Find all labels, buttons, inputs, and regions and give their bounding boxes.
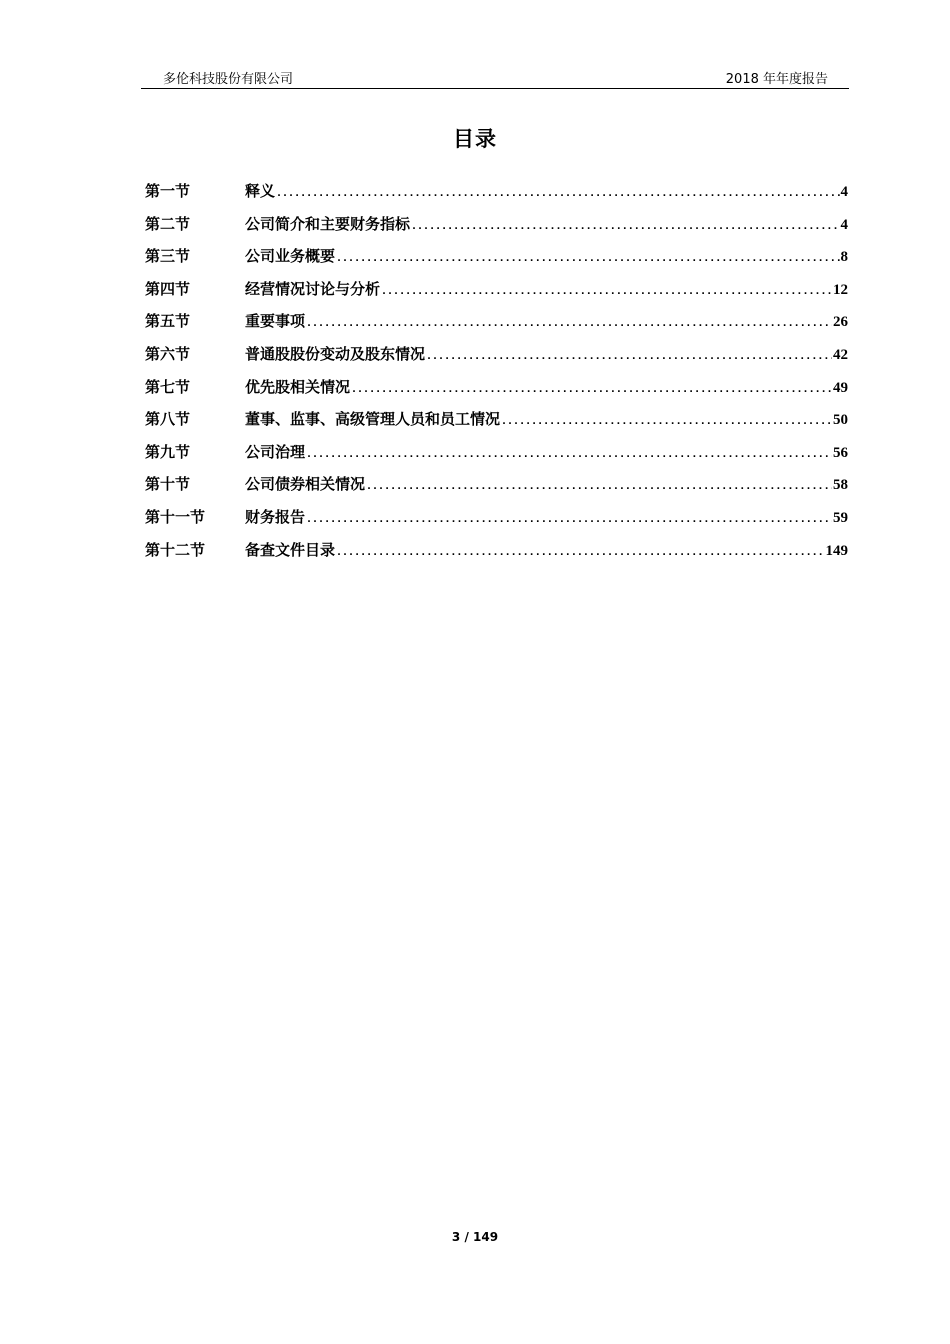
toc-section-title: 重要事项	[245, 312, 306, 331]
toc-section-number: 第八节	[145, 410, 191, 429]
toc-entry[interactable]	[145, 278, 848, 311]
toc-section-number: 第十一节	[145, 507, 206, 526]
toc-section-title: 公司债券相关情况	[245, 475, 366, 494]
toc-section-number: 第二节	[145, 214, 191, 233]
toc-section-number: 第三节	[145, 247, 191, 266]
toc-dot-leader	[351, 384, 832, 395]
toc-page-number: 50	[833, 412, 848, 429]
toc-entry[interactable]	[145, 473, 848, 506]
toc-section-number: 第一节	[145, 182, 191, 200]
toc-page-number: 56	[833, 444, 848, 461]
toc-section-number: 第七节	[145, 377, 191, 396]
toc-section-number: 第五节	[145, 312, 191, 331]
page-number-footer: 3 / 149	[451, 1230, 499, 1244]
toc-dot-leader	[306, 318, 832, 329]
toc-dot-leader	[366, 481, 832, 492]
toc-dot-leader	[306, 514, 832, 525]
table-of-contents	[145, 180, 848, 571]
toc-page-number: 4	[840, 184, 848, 200]
page-title: 目录	[453, 127, 497, 151]
toc-dot-leader	[411, 221, 839, 232]
toc-page-number: 12	[833, 281, 848, 298]
toc-dot-leader	[276, 188, 839, 199]
toc-dot-leader	[336, 253, 839, 264]
toc-section-title: 公司业务概要	[245, 247, 336, 266]
toc-section-number: 第九节	[145, 442, 191, 461]
toc-entry[interactable]	[145, 539, 848, 572]
toc-dot-leader	[501, 416, 832, 427]
toc-page-number: 42	[833, 346, 848, 363]
toc-section-title: 普通股股份变动及股东情况	[245, 344, 426, 363]
toc-entry[interactable]	[145, 376, 848, 409]
toc-section-title: 经营情况讨论与分析	[245, 279, 381, 298]
toc-page-number: 58	[833, 477, 848, 494]
toc-section-number: 第十二节	[145, 540, 206, 559]
toc-section-number: 第十节	[145, 475, 191, 494]
toc-dot-leader	[381, 286, 832, 297]
toc-page-number: 149	[825, 542, 848, 559]
toc-entry[interactable]	[145, 343, 848, 376]
toc-section-title: 财务报告	[245, 507, 306, 526]
toc-section-title: 备查文件目录	[245, 540, 336, 559]
toc-entry[interactable]	[145, 506, 848, 539]
toc-entry[interactable]	[145, 408, 848, 441]
toc-section-number: 第四节	[145, 279, 191, 298]
header-company-name: 多伦科技股份有限公司	[163, 72, 294, 87]
toc-page-number: 8	[840, 249, 848, 266]
toc-page-number: 59	[833, 509, 848, 526]
toc-section-title: 优先股相关情况	[245, 377, 351, 396]
toc-entry[interactable]	[145, 213, 848, 246]
page-header	[141, 66, 849, 89]
toc-entry[interactable]	[145, 180, 848, 213]
header-report-title: 2018 年年度报告	[725, 72, 828, 87]
toc-section-title: 释义	[245, 182, 276, 200]
toc-page-number: 26	[833, 314, 848, 331]
toc-entry[interactable]	[145, 441, 848, 474]
toc-entry[interactable]	[145, 245, 848, 278]
toc-dot-leader	[306, 449, 832, 460]
toc-page-number: 4	[840, 216, 848, 233]
toc-section-title: 公司简介和主要财务指标	[245, 214, 411, 233]
toc-section-title: 董事、监事、高级管理人员和员工情况	[245, 410, 501, 429]
toc-section-title: 公司治理	[245, 442, 306, 461]
toc-dot-leader	[336, 547, 824, 558]
toc-entry[interactable]	[145, 310, 848, 343]
toc-dot-leader	[426, 351, 832, 362]
toc-section-number: 第六节	[145, 344, 191, 363]
toc-page-number: 49	[833, 379, 848, 396]
